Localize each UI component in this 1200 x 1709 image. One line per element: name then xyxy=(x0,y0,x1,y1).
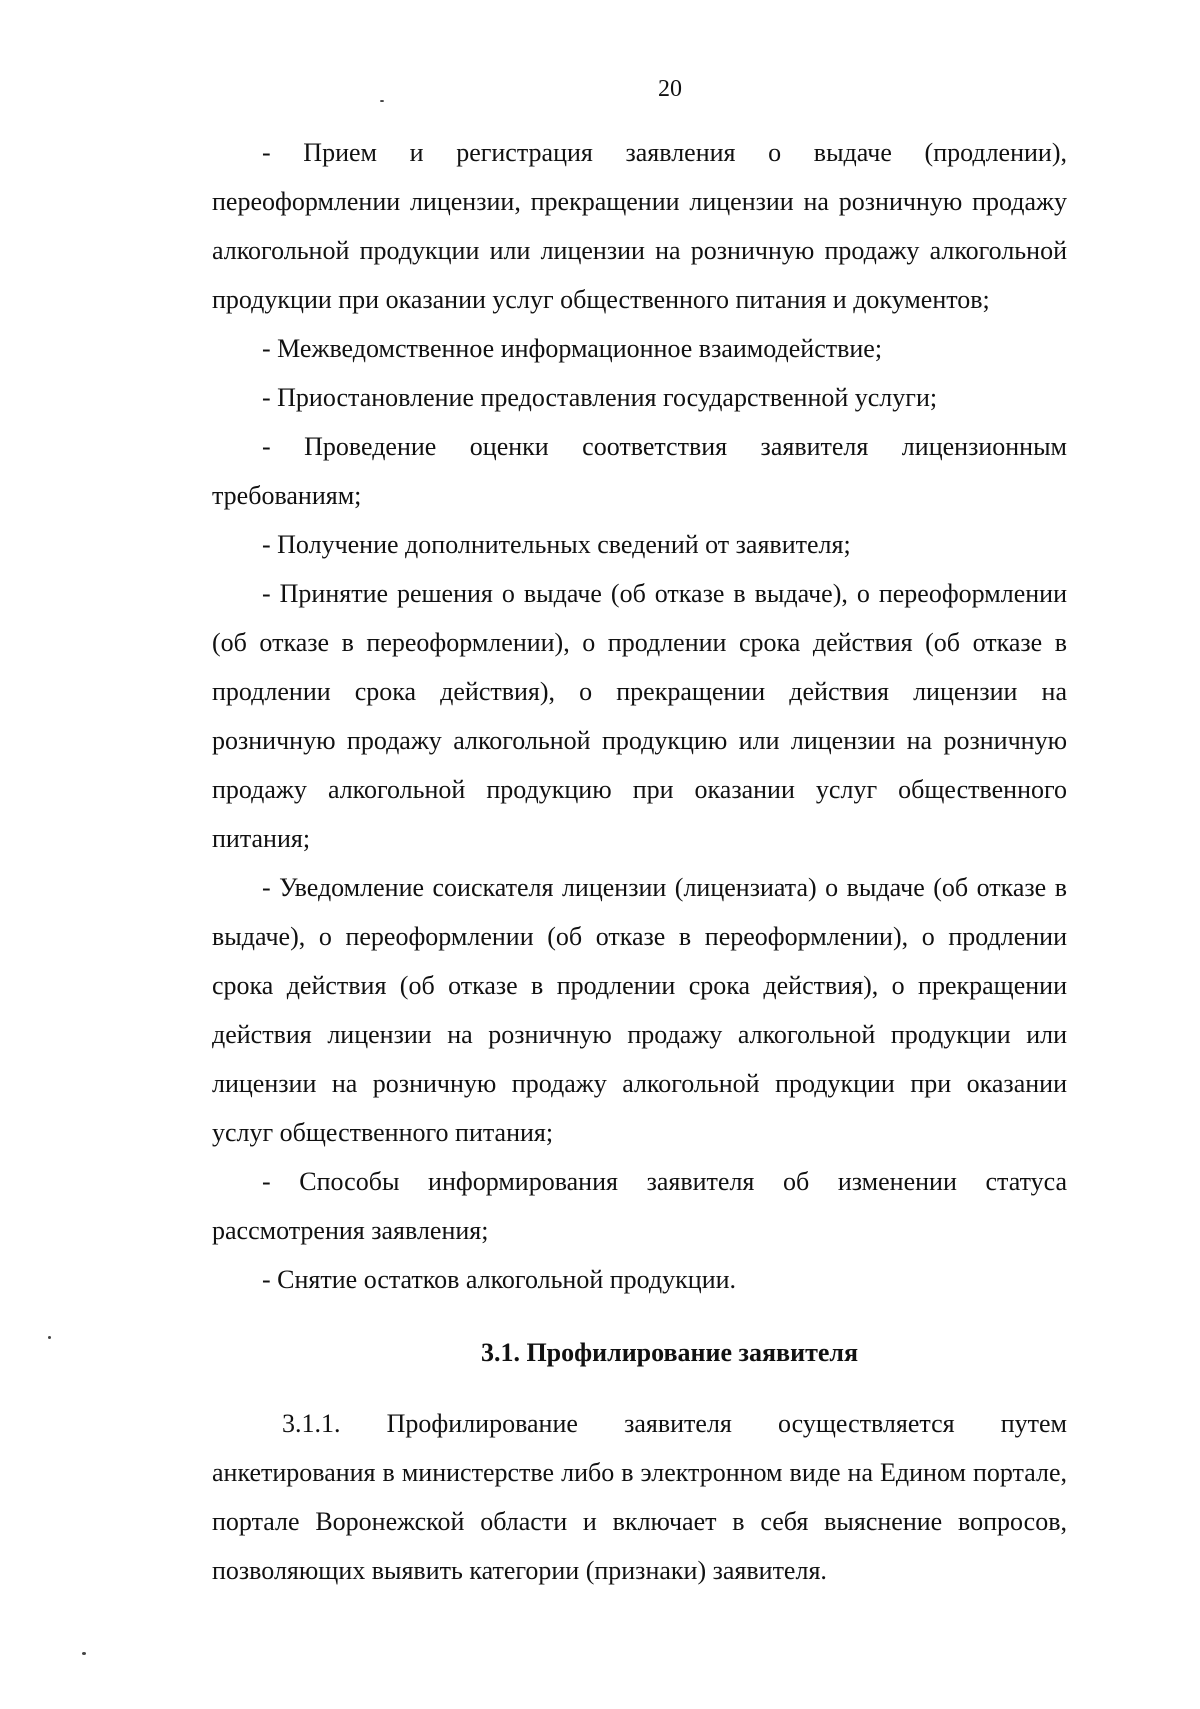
page-number: 20 xyxy=(658,76,682,102)
list-item: - Прием и регистрация заявления о выдаче (продлении), переоформлении лицензии, прекращении лицензии на розничную продажу алкогольной продукции или лицензии на розничную продажу алкогольной продукции при оказании услуг общественного питания и документов; xyxy=(212,138,1067,314)
list-item: - Межведомственное информационное взаимодействие; xyxy=(262,334,883,363)
list-item: - Снятие остатков алкогольной продукции. xyxy=(262,1265,737,1294)
list-item: - Приостановление предоставления государственной услуги; xyxy=(262,383,938,412)
list-item: - Принятие решения о выдаче (об отказе в выдаче), о переоформлении (об отказе в переоформлении), о продлении срока действия (об отказе в продлении срока действия), о прекращении действия лицензии на розничную продажу алкогольной продукцию или лицензии на розничную продажу алкогольной продукцию при оказании услуг общественного питания; xyxy=(212,579,1067,853)
scan-speck xyxy=(380,100,384,102)
list-item: - Проведение оценки соответствия заявителя лицензионным требованиям; xyxy=(212,432,1067,510)
list-item: - Уведомление соискателя лицензии (лицензиата) о выдаче (об отказе в выдаче), о переоформлении (об отказе в переоформлении), о продлении срока действия (об отказе в продлении срока действия), о прекращении действия лицензии на розничную продажу алкогольной продукции или лицензии на розничную продажу алкогольной продукции при оказании услуг общественного питания; xyxy=(212,873,1067,1147)
body-text xyxy=(212,128,1067,1595)
list-item: - Получение дополнительных сведений от заявителя; xyxy=(262,530,851,559)
list-item: - Способы информирования заявителя об изменении статуса рассмотрения заявления; xyxy=(212,1167,1067,1245)
section-paragraph: 3.1.1. Профилирование заявителя осуществляется путем анкетирования в министерстве либо в электронном виде на Едином портале, портале Воронежской области и включает в себя выяснение вопросов, позволяющих выявить категории (признаки) заявителя. xyxy=(212,1409,1067,1585)
section-heading: 3.1. Профилирование заявителя xyxy=(480,1338,859,1367)
scan-speck xyxy=(82,1652,86,1655)
scan-speck xyxy=(48,1336,51,1339)
